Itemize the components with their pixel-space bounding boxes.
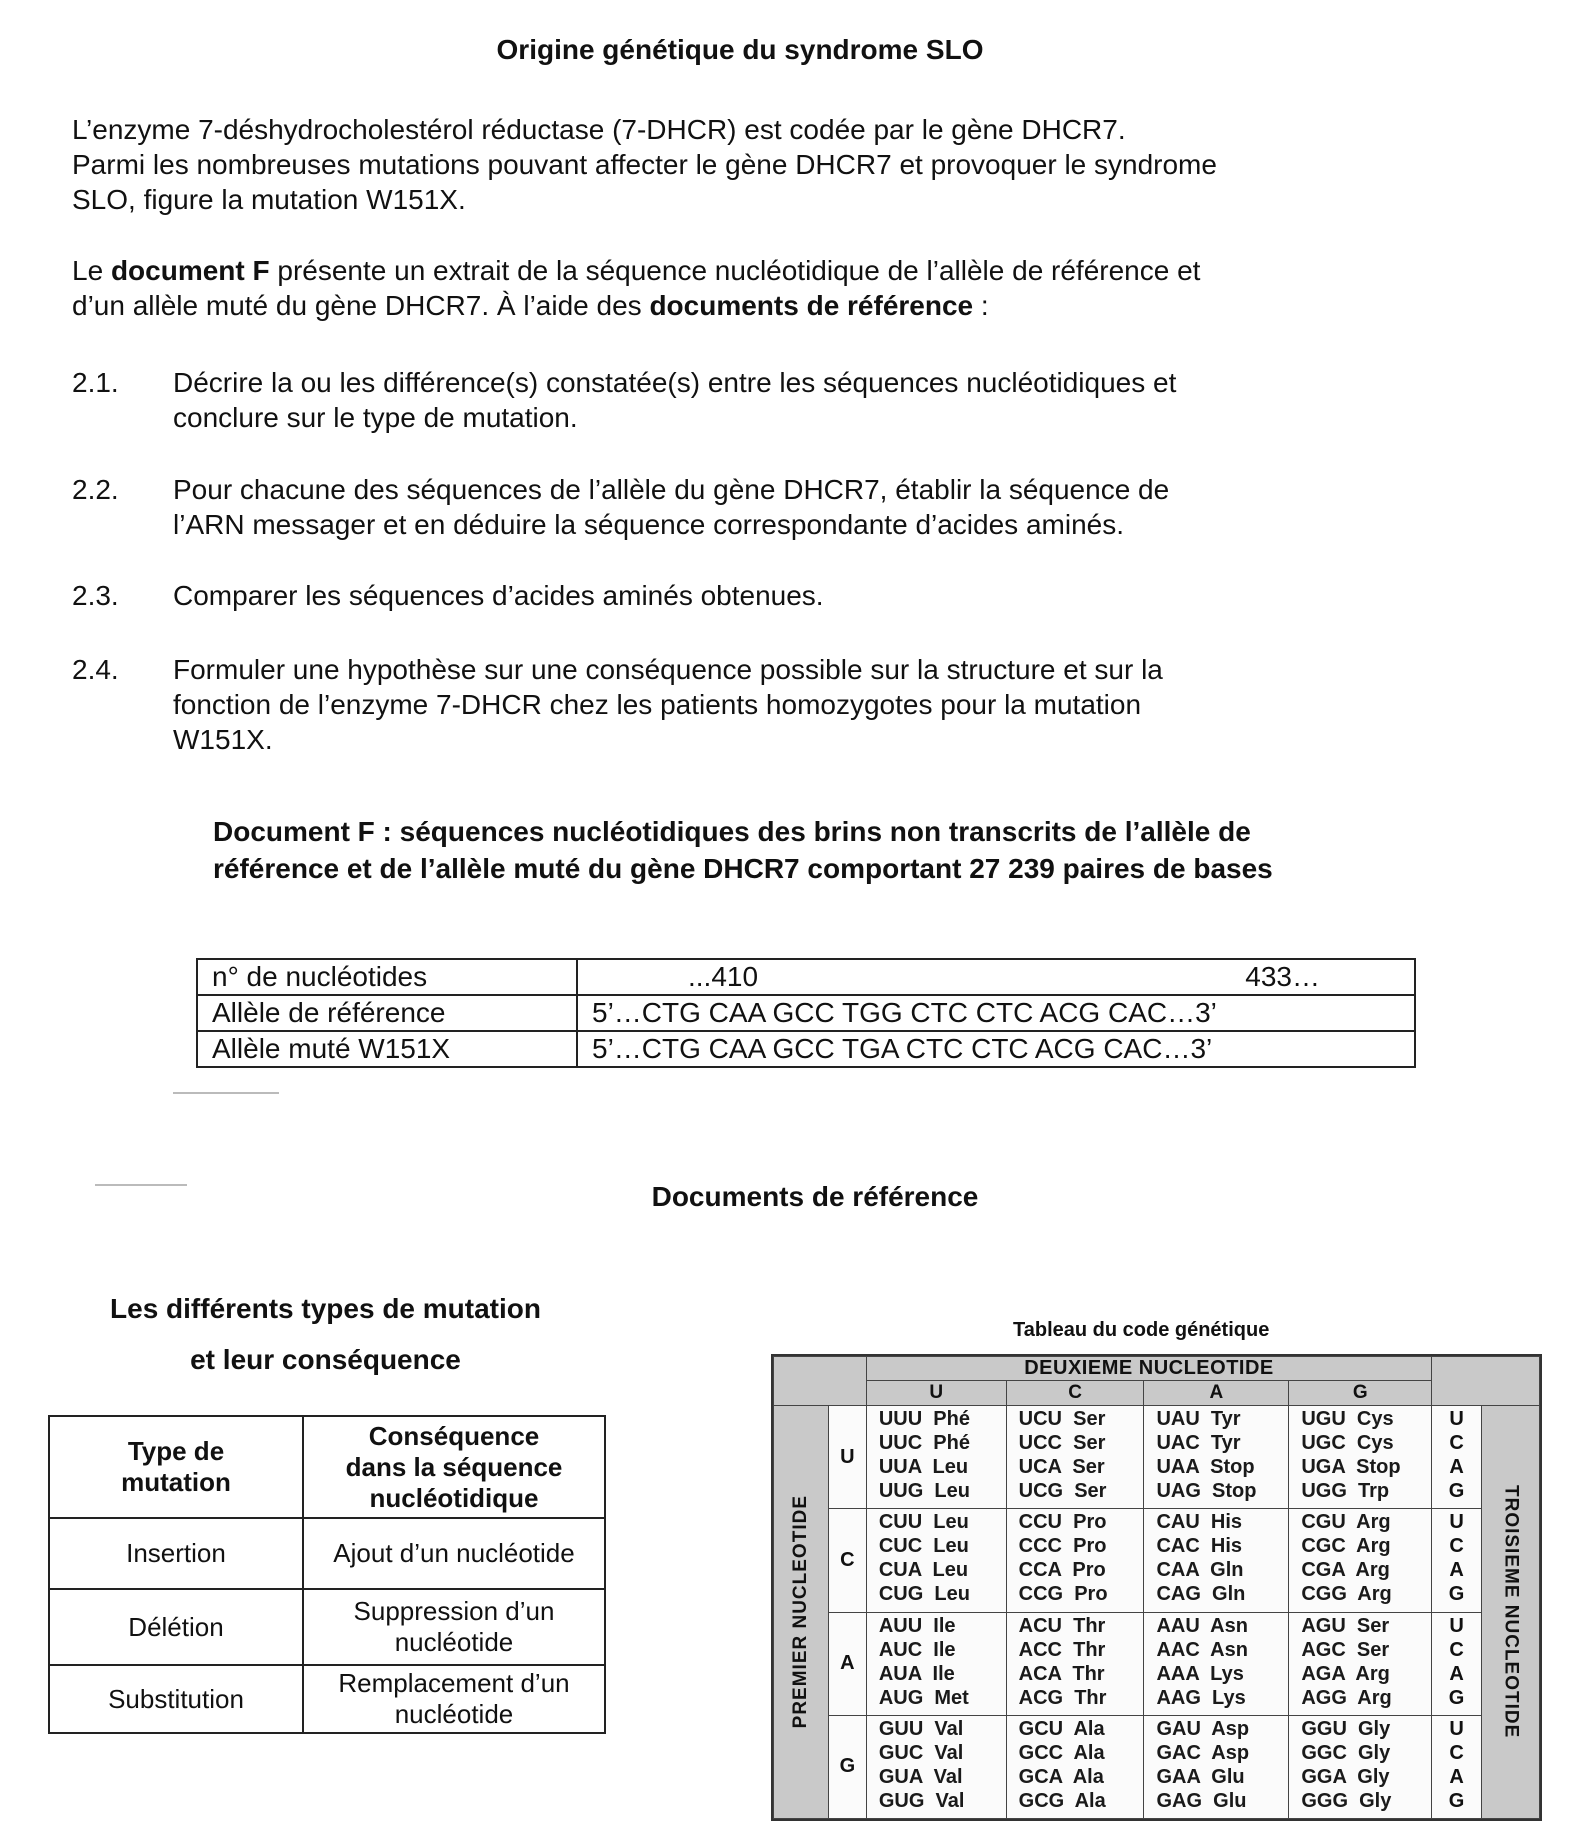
codon: GAA Glu [1156,1765,1245,1788]
question-text [173,365,1413,435]
third-letter: C [1449,1535,1464,1558]
title-line: référence et de l’allèle muté du gène DHCR7 comportant 27 239 paires de bases [213,853,1273,884]
genetic-code-table [771,1354,1542,1821]
third-letter: A [1449,1559,1464,1582]
question-line: Décrire la ou les différence(s) constatée(s) entre les séquences nucléotidiques et [173,367,1177,398]
third-letters [1432,1715,1482,1818]
intro-line: Parmi les nombreuses mutations pouvant affecter le gène DHCR7 et provoquer le syndrome [72,149,1217,180]
codon-cell [866,1406,1006,1509]
third-letter: U [1449,1717,1464,1740]
codon: UUU Phé [878,1408,970,1430]
table-header-row [49,1416,605,1518]
codon: CGG Arg [1301,1583,1392,1606]
table-row [774,1357,1540,1381]
third-letter: G [1448,1480,1465,1502]
question-line: fonction de l’enzyme 7-DHCR chez les patients homozygotes pour la mutation [173,689,1142,720]
codon: AGG Arg [1301,1686,1392,1709]
codon: GGG Gly [1301,1789,1392,1812]
codon: GUC Val [878,1741,964,1764]
row-label: Allèle muté W151X [197,1031,577,1067]
third-letters [1432,1406,1482,1509]
corner-cell [1432,1357,1540,1406]
codon-cell [1144,1509,1289,1612]
codon: AUC Ile [878,1638,956,1661]
codon: UAG Stop [1156,1480,1257,1502]
codon: CAG Gln [1156,1583,1246,1606]
codon-cell [1289,1612,1432,1715]
question-line: Comparer les séquences d’acides aminés obtenues. [173,580,824,611]
mutation-type-cell: Délétion [49,1589,303,1665]
question-text [173,652,1413,757]
codon-cell [1006,1509,1144,1612]
first-letter: C [828,1509,866,1612]
codon: UUA Leu [878,1456,969,1478]
codon: GGU Gly [1301,1717,1391,1740]
table-row [774,1509,1540,1612]
codon-cell [1144,1612,1289,1715]
question-text [173,578,1413,613]
document-instructions [72,253,1412,323]
title-line: Les différents types de mutation [110,1293,541,1324]
codon: UCC Ser [1018,1432,1106,1454]
codon: ACC Thr [1018,1638,1106,1661]
codon-cell [866,1612,1006,1715]
codon: AGU Ser [1301,1614,1390,1637]
codon: GGA Gly [1301,1765,1390,1788]
third-letter: C [1449,1741,1464,1764]
codon-cell [866,1509,1006,1612]
range-end: 433… [1245,961,1320,992]
row-label: n° de nucléotides [197,959,577,995]
codon: CGA Arg [1301,1559,1390,1582]
codon: CCG Pro [1018,1583,1108,1606]
codon: UAC Tyr [1156,1432,1241,1454]
third-letter: A [1449,1765,1464,1788]
third-letter: G [1448,1686,1465,1709]
codon: CUA Leu [878,1559,969,1582]
consequence-cell: Ajout d’un nucléotide [303,1518,605,1589]
third-letter: U [1449,1511,1464,1534]
codon: UGU Cys [1301,1408,1394,1430]
reference-section-title: Documents de référence [651,1181,979,1212]
codon-cell [1289,1715,1432,1818]
third-nucleotide-label-cell [1482,1406,1540,1819]
codon: ACG Thr [1018,1686,1107,1709]
second-letter: G [1289,1381,1432,1406]
third-letter: G [1448,1583,1465,1606]
mutation-types-title [48,1283,603,1385]
table-row [49,1518,605,1589]
second-letter: U [866,1381,1006,1406]
codon: CGC Arg [1301,1535,1391,1558]
codon: GCU Ala [1018,1717,1105,1740]
codon-cell [866,1715,1006,1818]
codon: AUG Met [878,1686,969,1709]
third-letter: A [1449,1662,1464,1685]
table-row [774,1715,1540,1818]
codon: AGC Ser [1301,1638,1390,1661]
header-text: Conséquence dans la séquence nucléotidique [345,1420,563,1513]
question-line: W151X. [173,724,273,755]
third-letters [1432,1509,1482,1612]
third-letter: U [1449,1614,1464,1637]
mutant-sequence: 5’…CTG CAA GCC TGA CTC CTC ACG CAC…3’ [577,1031,1415,1067]
third-letter: A [1449,1456,1464,1478]
codon: UCG Ser [1018,1480,1107,1502]
codon-cell [1144,1715,1289,1818]
codon: CUC Leu [878,1535,969,1558]
codon-cell [1144,1406,1289,1509]
question-line: Formuler une hypothèse sur une conséquence possible sur la structure et sur la [173,654,1163,685]
first-nucleotide-label-cell [774,1406,829,1819]
title-line: Document F : séquences nucléotidiques des brins non transcrits de l’allèle de [213,816,1251,847]
codon: CCC Pro [1018,1535,1107,1558]
divider [173,1092,279,1094]
codon: CUG Leu [878,1583,970,1606]
question-number: 2.3. [72,580,119,611]
codon: CCA Pro [1018,1559,1106,1582]
third-letter: G [1448,1789,1465,1812]
table-row [774,1381,1540,1406]
codon: GCA Ala [1018,1765,1104,1788]
codon: UGG Trp [1301,1480,1390,1502]
question-number: 2.1. [72,367,119,398]
question-line: l’ARN messager et en déduire la séquence correspondante d’acides aminés. [173,509,1124,540]
codon: CAA Gln [1156,1559,1244,1582]
question-text [173,472,1413,542]
codon: UUC Phé [878,1432,970,1454]
range-start: ...410 [688,961,759,992]
page-title: Origine génétique du syndrome SLO [496,34,984,65]
text-run: Le [72,255,111,286]
codon: CAC His [1156,1535,1243,1558]
text-run: présente un extrait de la séquence nucléotidique de l’allèle de référence et [269,255,1201,286]
question-line: Pour chacune des séquences de l’allèle du gène DHCR7, établir la séquence de [173,474,1170,505]
header-text: Type de mutation [121,1436,231,1497]
codon: GAC Asp [1156,1741,1250,1764]
codon: CGU Arg [1301,1511,1391,1534]
table-row [774,1406,1540,1509]
first-letter: G [828,1715,866,1818]
codon: AAU Asn [1156,1614,1248,1637]
codon: CCU Pro [1018,1511,1107,1534]
codon: CAU His [1156,1511,1243,1534]
intro-line: L’enzyme 7-déshydrocholestérol réductase (7-DHCR) est codée par le gène DHCR7. [72,114,1126,145]
table-row [197,1031,1415,1067]
codon: AAC Asn [1156,1638,1248,1661]
codon: GUA Val [878,1765,963,1788]
codon: AUA Ile [878,1662,955,1685]
codon: CUU Leu [878,1511,969,1534]
reference-documents-mention: documents de référence [649,290,974,321]
first-nucleotide-label: PREMIER NUCLEOTIDE [789,1495,811,1729]
instruction-line [72,288,1412,323]
table-row [49,1665,605,1733]
sequence-table [196,958,1416,1068]
codon: UCU Ser [1018,1408,1106,1430]
title-line: et leur conséquence [190,1344,461,1375]
third-letter: C [1449,1638,1464,1661]
third-letters [1432,1612,1482,1715]
codon-cell [1289,1509,1432,1612]
codon: GCG Ala [1018,1789,1106,1812]
second-letter: C [1006,1381,1144,1406]
codon: UCA Ser [1018,1456,1105,1478]
question-line: conclure sur le type de mutation. [173,402,578,433]
cell-text: Suppression d’un nucléotide [353,1596,555,1657]
codon-cell [1006,1612,1144,1715]
row-label: Allèle de référence [197,995,577,1031]
mutation-type-cell: Substitution [49,1665,303,1733]
codon: ACU Thr [1018,1614,1106,1637]
nucleotide-range [577,959,1415,995]
table-row [197,959,1415,995]
column-header [49,1416,303,1518]
second-letter: A [1144,1381,1289,1406]
codon: UGA Stop [1301,1456,1401,1478]
codon: GUG Val [878,1789,965,1812]
consequence-cell [303,1665,605,1733]
table-row [197,995,1415,1031]
genetic-code-caption: Tableau du code génétique [1013,1319,1270,1341]
third-letter: C [1449,1432,1464,1454]
corner-cell [774,1357,867,1406]
codon: GAU Asp [1156,1717,1250,1740]
codon: UAU Tyr [1156,1408,1241,1430]
reference-sequence: 5’…CTG CAA GCC TGG CTC CTC ACG CAC…3’ [577,995,1415,1031]
question-number: 2.2. [72,474,119,505]
question-number: 2.4. [72,654,119,685]
first-letter: U [828,1406,866,1509]
third-nucleotide-label: TROISIEME NUCLEOTIDE [1500,1485,1522,1739]
document-f-title [213,813,1453,887]
second-nucleotide-label: DEUXIEME NUCLEOTIDE [866,1357,1431,1381]
document-f-reference: document F [110,255,270,286]
text-run: : [973,290,989,321]
consequence-cell [303,1589,605,1665]
cell-text: Remplacement d’un nucléotide [338,1668,570,1729]
codon: GAG Glu [1156,1789,1247,1812]
codon: AAG Lys [1156,1686,1246,1709]
codon: UUG Leu [878,1480,970,1502]
codon: ACA Thr [1018,1662,1105,1685]
codon: GCC Ala [1018,1741,1105,1764]
mutation-types-table [48,1415,606,1734]
codon-cell [1289,1406,1432,1509]
codon: AUU Ile [878,1614,956,1637]
codon: GGC Gly [1301,1741,1391,1764]
first-letter: A [828,1612,866,1715]
codon-cell [1006,1406,1144,1509]
table-row [774,1612,1540,1715]
table-row [49,1589,605,1665]
codon-cell [1006,1715,1144,1818]
column-header [303,1416,605,1518]
mutation-type-cell: Insertion [49,1518,303,1589]
third-letter: U [1449,1408,1464,1430]
instruction-line [72,253,1412,288]
intro-line: SLO, figure la mutation W151X. [72,184,466,215]
codon: AAA Lys [1156,1662,1244,1685]
text-run: d’un allèle muté du gène DHCR7. À l’aide des [72,290,650,321]
codon: AGA Arg [1301,1662,1390,1685]
codon: GUU Val [878,1717,964,1740]
intro-paragraph [72,112,1412,217]
codon: UAA Stop [1156,1456,1255,1478]
codon: UGC Cys [1301,1432,1394,1454]
